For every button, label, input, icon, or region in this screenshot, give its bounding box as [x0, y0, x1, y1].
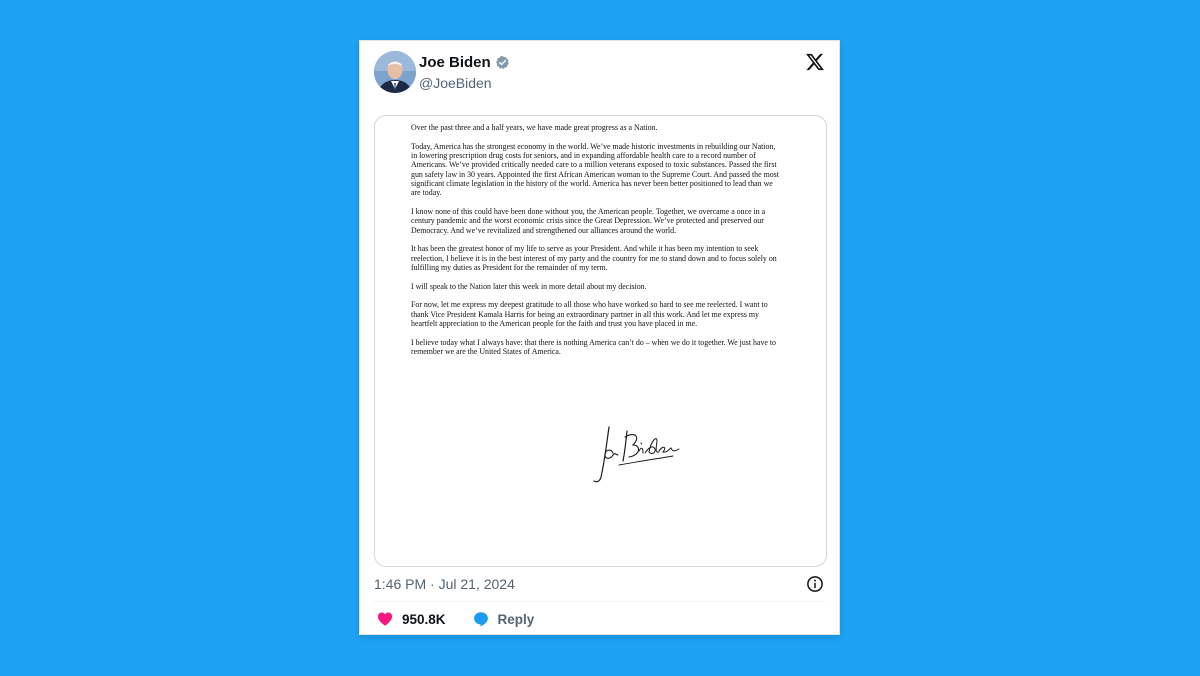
info-icon[interactable]: [806, 575, 824, 593]
reply-label: Reply: [497, 611, 535, 627]
like-button[interactable]: [376, 610, 446, 628]
avatar[interactable]: [374, 51, 416, 93]
letter-paragraph: Over the past three and a half years, we have made great progress as a Nation.: [411, 123, 658, 132]
reply-button[interactable]: [472, 610, 535, 628]
divider: [374, 601, 825, 602]
heart-icon: [376, 610, 394, 628]
author-handle[interactable]: @JoeBiden: [419, 75, 492, 91]
action-bar: [376, 610, 560, 628]
reply-bubble-icon: [472, 610, 490, 628]
tweet-card: [359, 40, 840, 635]
avatar-image: [374, 51, 416, 93]
letter-paragraph: Today, America has the strongest economy in the world. We’ve made historic investments in rebuilding our Nation, in lowering prescription drug costs for seniors, and in expanding affordable health care to a record number of Americans. We’ve provided critically needed care to a million veterans exposed to toxic substances. Passed the first gun safety law in 30 years. Appointed the first African American woman to the Supreme Court. And passed the most significant climate legislation in the history of the world. America has never been better positioned to lead than we are today.: [411, 141, 779, 198]
author-name[interactable]: Joe Biden: [419, 54, 491, 71]
letter-paragraph: I believe today what I always have: that there is nothing America can’t do – when we do it together. We just have to remember we are the United States of America.: [411, 337, 777, 356]
letter-paragraph: It has been the greatest honor of my life to serve as your President. And while it has been my intention to seek reelection, I believe it is in the best interest of my party and the country for me to stand down and to focus solely on fulfilling my duties as President for the remainder of my term.: [411, 244, 777, 273]
x-logo-icon[interactable]: [805, 52, 825, 72]
letter-paragraph: For now, let me express my deepest gratitude to all those who have worked so hard to see me reelected. I want to thank Vice President Kamala Harris for being an extraordinary partner in all this work. And let me express my heartfelt appreciation to the American people for the faith and trust you have placed in me.: [411, 300, 768, 328]
letter-paragraph: I will speak to the Nation later this week in more detail about my decision.: [411, 281, 647, 291]
author-name-row: [419, 54, 510, 71]
likes-count: 950.8K: [402, 611, 446, 627]
letter-paragraph: I know none of this could have been done without you, the American people. Together, we overcame a once in a century pandemic and the worst economic crisis since the Great Depression. We’ve protected and preserved our Democracy. And we’ve revitalized and strengthened our alliances around the world.: [411, 207, 766, 235]
letter-text: [411, 123, 781, 366]
tweet-timestamp[interactable]: 1:46 PM · Jul 21, 2024: [374, 576, 515, 592]
letter-image[interactable]: [374, 115, 827, 567]
signature: [575, 419, 695, 489]
verified-badge-icon: [495, 55, 510, 70]
